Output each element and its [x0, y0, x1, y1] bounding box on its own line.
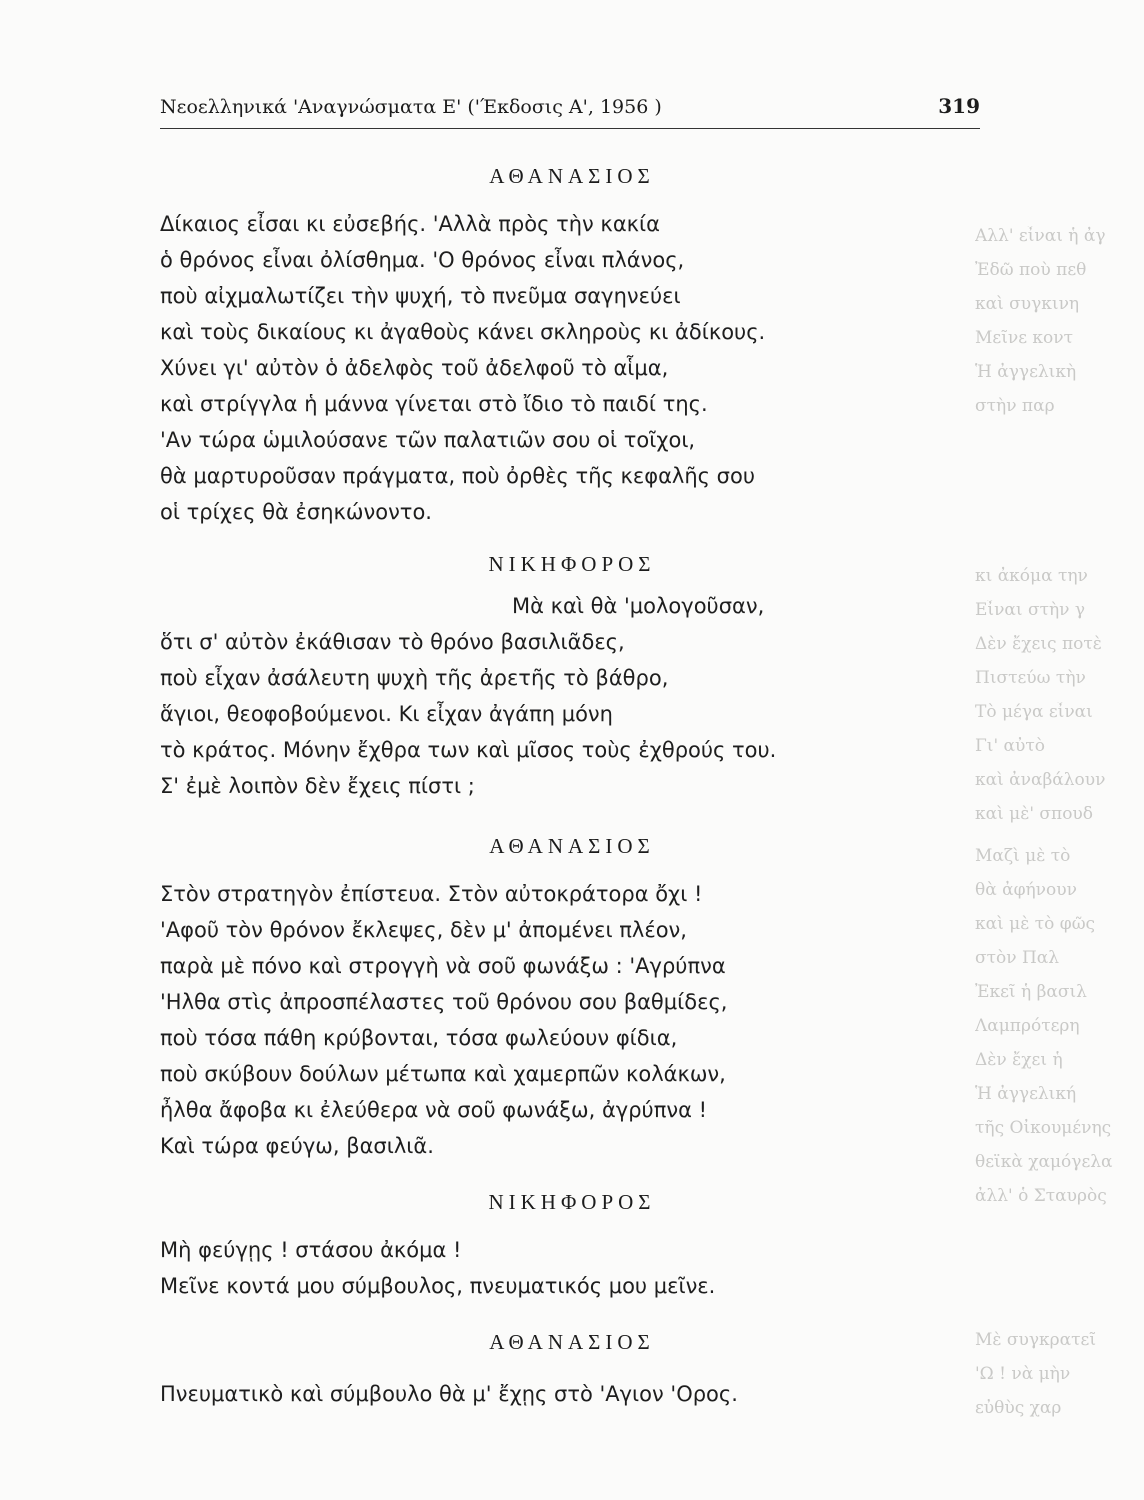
bleed-through-line: θὰ ἀφήνουν [975, 880, 1077, 900]
speaker-heading: ΑΘΑΝΑΣΙΟΣ [489, 834, 655, 858]
bleed-through-line: Αλλ' εἶναι ἡ ἀγ [975, 226, 1106, 246]
bleed-through-line: Ἡ ἀγγελική [975, 1084, 1077, 1104]
bleed-through-line: Ἐκεῖ ἡ βασιλ [975, 982, 1087, 1002]
verse-line: 'Αν τώρα ὡμιλούσανε τῶν παλατιῶν σου οἱ τοῖχοι, [160, 428, 696, 452]
verse-line: Στὸν στρατηγὸν ἐπίστευα. Στὸν αὐτοκράτορα ὄχι ! [160, 882, 703, 906]
verse-line: Μεῖνε κοντά μου σύμβουλος, πνευματικός μου μεῖνε. [160, 1274, 716, 1298]
speaker-heading: ΑΘΑΝΑΣΙΟΣ [489, 164, 655, 188]
verse-line: ἅγιοι, θεοφοβούμενοι. Κι εἶχαν ἀγάπη μόνη [160, 702, 613, 726]
verse-line: 'Αφοῦ τὸν θρόνον ἔκλεψες, δὲν μ' ἀπομένει πλέον, [160, 918, 687, 942]
bleed-through-line: Γι' αὐτὸ [975, 736, 1045, 756]
verse-line: ὅτι σ' αὐτὸν ἐκάθισαν τὸ θρόνο βασιλιᾶδες, [160, 630, 625, 654]
bleed-through-line: εὐθὺς χαρ [975, 1398, 1062, 1418]
bleed-through-line: Ἡ ἀγγελικὴ [975, 362, 1077, 382]
verse-line: παρὰ μὲ πόνο καὶ στρογγὴ νὰ σοῦ φωνάξω : 'Αγρύπνα [160, 954, 726, 978]
bleed-through-line: Τὸ μέγα εἶναι [975, 702, 1093, 722]
verse-line: καὶ στρίγγλα ἡ μάννα γίνεται στὸ ἴδιο τὸ παιδί της. [160, 392, 708, 416]
bleed-through-line: Μὲ συγκρατεῖ [975, 1330, 1097, 1350]
speaker-heading: ΝΙΚΗΦΟΡΟΣ [488, 1190, 656, 1214]
bleed-through-line: θεϊκὰ χαμόγελα [975, 1152, 1113, 1172]
running-header [160, 92, 980, 129]
speaker-heading: ΝΙΚΗΦΟΡΟΣ [488, 552, 656, 576]
bleed-through-line: στὸν Παλ [975, 948, 1060, 968]
verse-line: οἱ τρίχες θὰ ἐσηκώνοντο. [160, 500, 432, 524]
verse-line: ποὺ αἰχμαλωτίζει τὴν ψυχή, τὸ πνεῦμα σαγηνεύει [160, 284, 681, 308]
verse-line: Χύνει γι' αὐτὸν ὁ ἀδελφὸς τοῦ ἀδελφοῦ τὸ αἷμα, [160, 356, 669, 380]
bleed-through-line: καὶ συγκινη [975, 294, 1080, 314]
bleed-through-line: καὶ μὲ τὸ φῶς [975, 914, 1096, 934]
verse-line: Πνευματικὸ καὶ σύμβουλο θὰ μ' ἔχῃς στὸ 'Αγιον 'Ορος. [160, 1382, 738, 1406]
bleed-through-line: Δὲν ἔχει ἡ [975, 1050, 1063, 1070]
verse-line: Δίκαιος εἶσαι κι εὐσεβής. 'Αλλὰ πρὸς τὴν κακία [160, 212, 660, 236]
verse-line: Μὰ καὶ θὰ 'μολογοῦσαν, [512, 594, 765, 618]
bleed-through-line: στὴν παρ [975, 396, 1055, 416]
speaker-heading: ΑΘΑΝΑΣΙΟΣ [489, 1330, 655, 1354]
bleed-through-line: κι ἀκόμα την [975, 566, 1088, 586]
verse-line: Μὴ φεύγῃς ! στάσου ἀκόμα ! [160, 1238, 462, 1262]
bleed-through-line: Πιστεύω τὴν [975, 668, 1086, 688]
verse-line: ἦλθα ἄφοβα κι ἐλεύθερα νὰ σοῦ φωνάξω, ἀγρύπνα ! [160, 1098, 708, 1122]
book-title: Νεοελληνικά 'Αναγνώσματα Ε' ('Έκδοσις Α', 1956 ) [160, 96, 662, 118]
verse-line: Σ' ἐμὲ λοιπὸν δὲν ἔχεις πίστι ; [160, 774, 475, 798]
verse-line: Καὶ τώρα φεύγω, βασιλιᾶ. [160, 1134, 434, 1158]
bleed-through-line: ἀλλ' ὁ Σταυρὸς [975, 1186, 1107, 1206]
verse-line: 'Ηλθα στὶς ἀπροσπέλαστες τοῦ θρόνου σου βαθμίδες, [160, 990, 728, 1014]
verse-line: τὸ κράτος. Μόνην ἔχθρα των καὶ μῖσος τοὺς ἐχθρούς του. [160, 738, 777, 762]
verse-line: ποὺ σκύβουν δούλων μέτωπα καὶ χαμερπῶν κολάκων, [160, 1062, 726, 1086]
bleed-through-line: Λαμπρότερη [975, 1016, 1080, 1036]
verse-line: ποὺ τόσα πάθη κρύβονται, τόσα φωλεύουν φίδια, [160, 1026, 678, 1050]
bleed-through-line: καὶ μὲ' σπουδ [975, 804, 1094, 824]
bleed-through-line: Δὲν ἔχεις ποτὲ [975, 634, 1102, 654]
bleed-through-line: Μαζὶ μὲ τὸ [975, 846, 1071, 866]
verse-line: θὰ μαρτυροῦσαν πράγματα, ποὺ ὀρθὲς τῆς κεφαλῆς σου [160, 464, 755, 488]
verse-line: καὶ τοὺς δικαίους κι ἀγαθοὺς κάνει σκληροὺς κι ἀδίκους. [160, 320, 766, 344]
bleed-through-line: 'Ω ! νὰ μὴν [975, 1364, 1071, 1384]
page-number: 319 [938, 94, 980, 118]
bleed-through-line: καὶ ἀναβάλουν [975, 770, 1106, 790]
bleed-through-line: τῆς Οἰκουμένης [975, 1118, 1112, 1138]
verse-line: ὁ θρόνος εἶναι ὀλίσθημα. 'Ο θρόνος εἶναι πλάνος, [160, 248, 685, 272]
verse-line: ποὺ εἶχαν ἀσάλευτη ψυχὴ τῆς ἀρετῆς τὸ βάθρο, [160, 666, 669, 690]
bleed-through-line: Μεῖνε κοντ [975, 328, 1074, 348]
bleed-through-line: Εἶναι στὴν γ [975, 600, 1086, 620]
bleed-through-line: Ἐδῶ ποὺ πεθ [975, 260, 1087, 280]
